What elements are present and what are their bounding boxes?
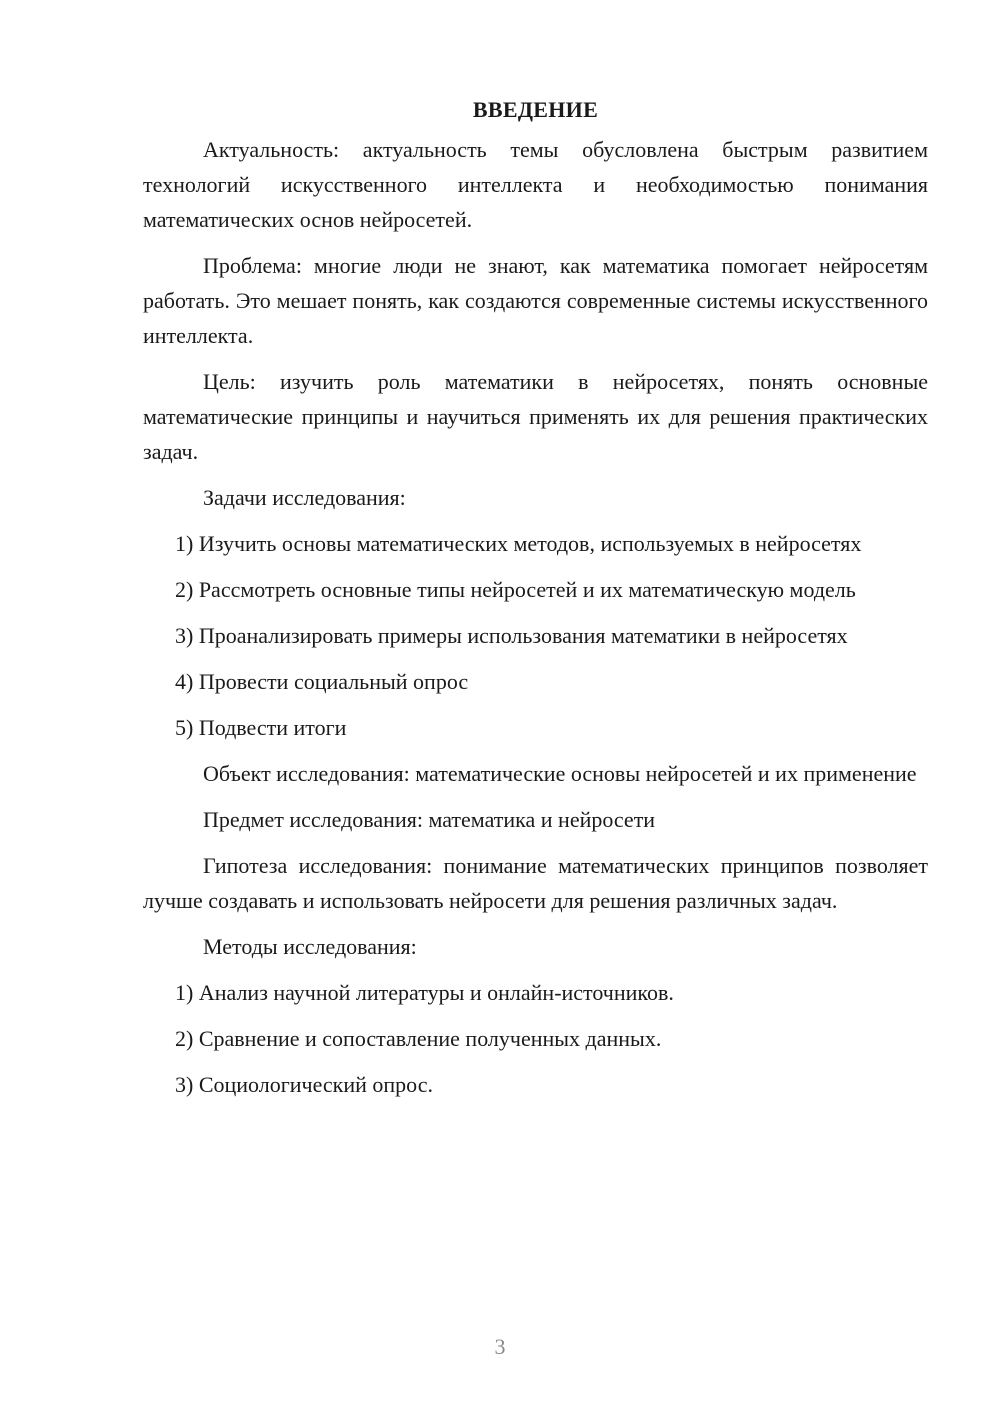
method-item: 3) Социологический опрос. (175, 1072, 433, 1097)
object-paragraph: Объект исследования: математические основы нейросетей и их применение (203, 761, 917, 786)
tasks-list (143, 526, 928, 745)
method-item: 2) Сравнение и сопоставление полученных данных. (175, 1026, 662, 1051)
goal-paragraph: Цель: изучить роль математики в нейросетях, понять основные математические принципы и научиться применять их для решения практических задач. (143, 369, 928, 464)
methods-list (143, 975, 928, 1102)
hypothesis-paragraph: Гипотеза исследования: понимание математических принципов позволяет лучше создавать и использовать нейросети для решения различных задач. (143, 853, 928, 913)
method-item: 1) Анализ научной литературы и онлайн-источников. (175, 980, 674, 1005)
methods-heading: Методы исследования: (203, 934, 417, 959)
relevance-paragraph: Актуальность: актуальность темы обусловлена быстрым развитием технологий искусственного интеллекта и необходимостью понимания математических основ нейросетей. (143, 137, 928, 232)
task-item: 5) Подвести итоги (175, 715, 347, 740)
problem-paragraph: Проблема: многие люди не знают, как математика помогает нейросетям работать. Это мешает понять, как создаются современные системы искусственного интеллекта. (143, 253, 928, 348)
task-item: 3) Проанализировать примеры использования математики в нейросетях (175, 623, 848, 648)
task-item: 4) Провести социальный опрос (175, 669, 469, 694)
task-item: 2) Рассмотреть основные типы нейросетей и их математическую модель (175, 577, 856, 602)
subject-paragraph: Предмет исследования: математика и нейросети (203, 807, 656, 832)
page-number: 3 (494, 1334, 506, 1359)
tasks-heading: Задачи исследования: (203, 485, 406, 510)
task-item: 1) Изучить основы математических методов, используемых в нейросетях (175, 531, 862, 556)
section-title: ВВЕДЕНИЕ (472, 97, 599, 122)
document-page (143, 90, 928, 1113)
